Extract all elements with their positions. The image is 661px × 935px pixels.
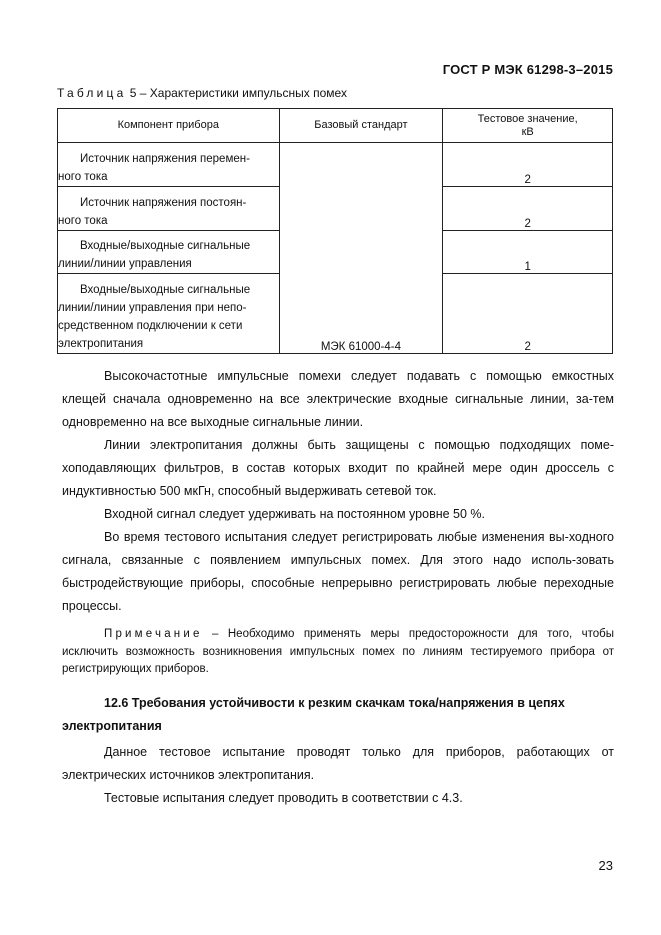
note-paragraph [62, 626, 614, 679]
standard-cell: МЭК 61000-4-4 [279, 143, 443, 354]
table-caption-word: Таблица [57, 86, 127, 100]
component-text: Источник напряжения постоян- [80, 197, 247, 209]
section-paragraphs [62, 741, 614, 810]
value-cell: 2 [443, 143, 613, 187]
document-code: ГОСТ Р МЭК 61298-3–2015 [442, 62, 613, 77]
table-caption [57, 86, 347, 100]
value-cell: 2 [443, 274, 613, 354]
paragraph: Высокочастотные импульсные помехи следует подавать с помощью емкостных клещей сначала одновременно на все электрические входные сигнальные линии, за-тем одновременно на все выходные сигнальные линии. [62, 369, 614, 429]
component-text: ного тока [58, 171, 108, 183]
header-test-value [443, 109, 613, 143]
paragraph: Тестовые испытания следует проводить в соответствии с 4.3. [104, 791, 463, 805]
component-text: Источник напряжения перемен- [80, 153, 250, 165]
header-standard: Базовый стандарт [279, 109, 443, 143]
component-text: линии/линии управления при непо- [58, 302, 247, 314]
component-cell [58, 143, 280, 187]
component-text: линии/линии управления [58, 258, 192, 270]
header-component: Компонент прибора [58, 109, 280, 143]
component-text: ного тока [58, 215, 108, 227]
section-heading [62, 692, 614, 738]
paragraph: Во время тестового испытания следует регистрировать любые изменения вы-ходного сигнала, связанные с появлением импульсных помех. Для этого надо исполь-зовать быстродействующие приборы, способные непрерывно регистрировать любые переходные процессы. [62, 530, 614, 613]
component-text: средственном подключении к сети [58, 320, 243, 332]
value-cell: 2 [443, 187, 613, 231]
page-number: 23 [598, 858, 613, 873]
paragraph: Данное тестовое испытание проводят только для приборов, работающих от электрических источников электропитания. [62, 745, 614, 782]
component-text: Входные/выходные сигнальные [80, 240, 251, 252]
header-test-value-unit: кВ [521, 125, 534, 138]
component-text: Входные/выходные сигнальные [80, 284, 251, 296]
note [62, 626, 614, 679]
table-row [58, 143, 613, 187]
table-header-row [58, 109, 613, 143]
value-cell: 1 [443, 231, 613, 274]
component-cell [58, 187, 280, 231]
component-cell [58, 274, 280, 354]
header-test-value-label: Тестовое значение, [477, 112, 578, 125]
paragraph: Входной сигнал следует удерживать на постоянном уровне 50 %. [104, 507, 485, 521]
paragraph: Линии электропитания должны быть защищены с помощью подходящих поме-хоподавляющих фильтров, в состав которых входит по крайней мере один дроссель с индуктивностью 500 мкГн, способный выдерживать сетевой ток. [62, 438, 614, 498]
body-paragraphs [62, 365, 614, 618]
component-text: электропитания [58, 338, 144, 350]
characteristics-table [57, 108, 613, 354]
note-label: Примечание [104, 628, 203, 640]
table-caption-text: 5 – Характеристики импульсных помех [126, 86, 347, 100]
note-text: – Необходимо применять меры предосторожности для того, чтобы исключить возможность возникновения импульсных помех по линиям тестируемого прибора от регистрирующих приборов. [62, 628, 614, 675]
component-cell [58, 231, 280, 274]
section-heading-text: 12.6 Требования устойчивости к резким скачкам тока/напряжения в цепях электропитания [62, 696, 565, 733]
